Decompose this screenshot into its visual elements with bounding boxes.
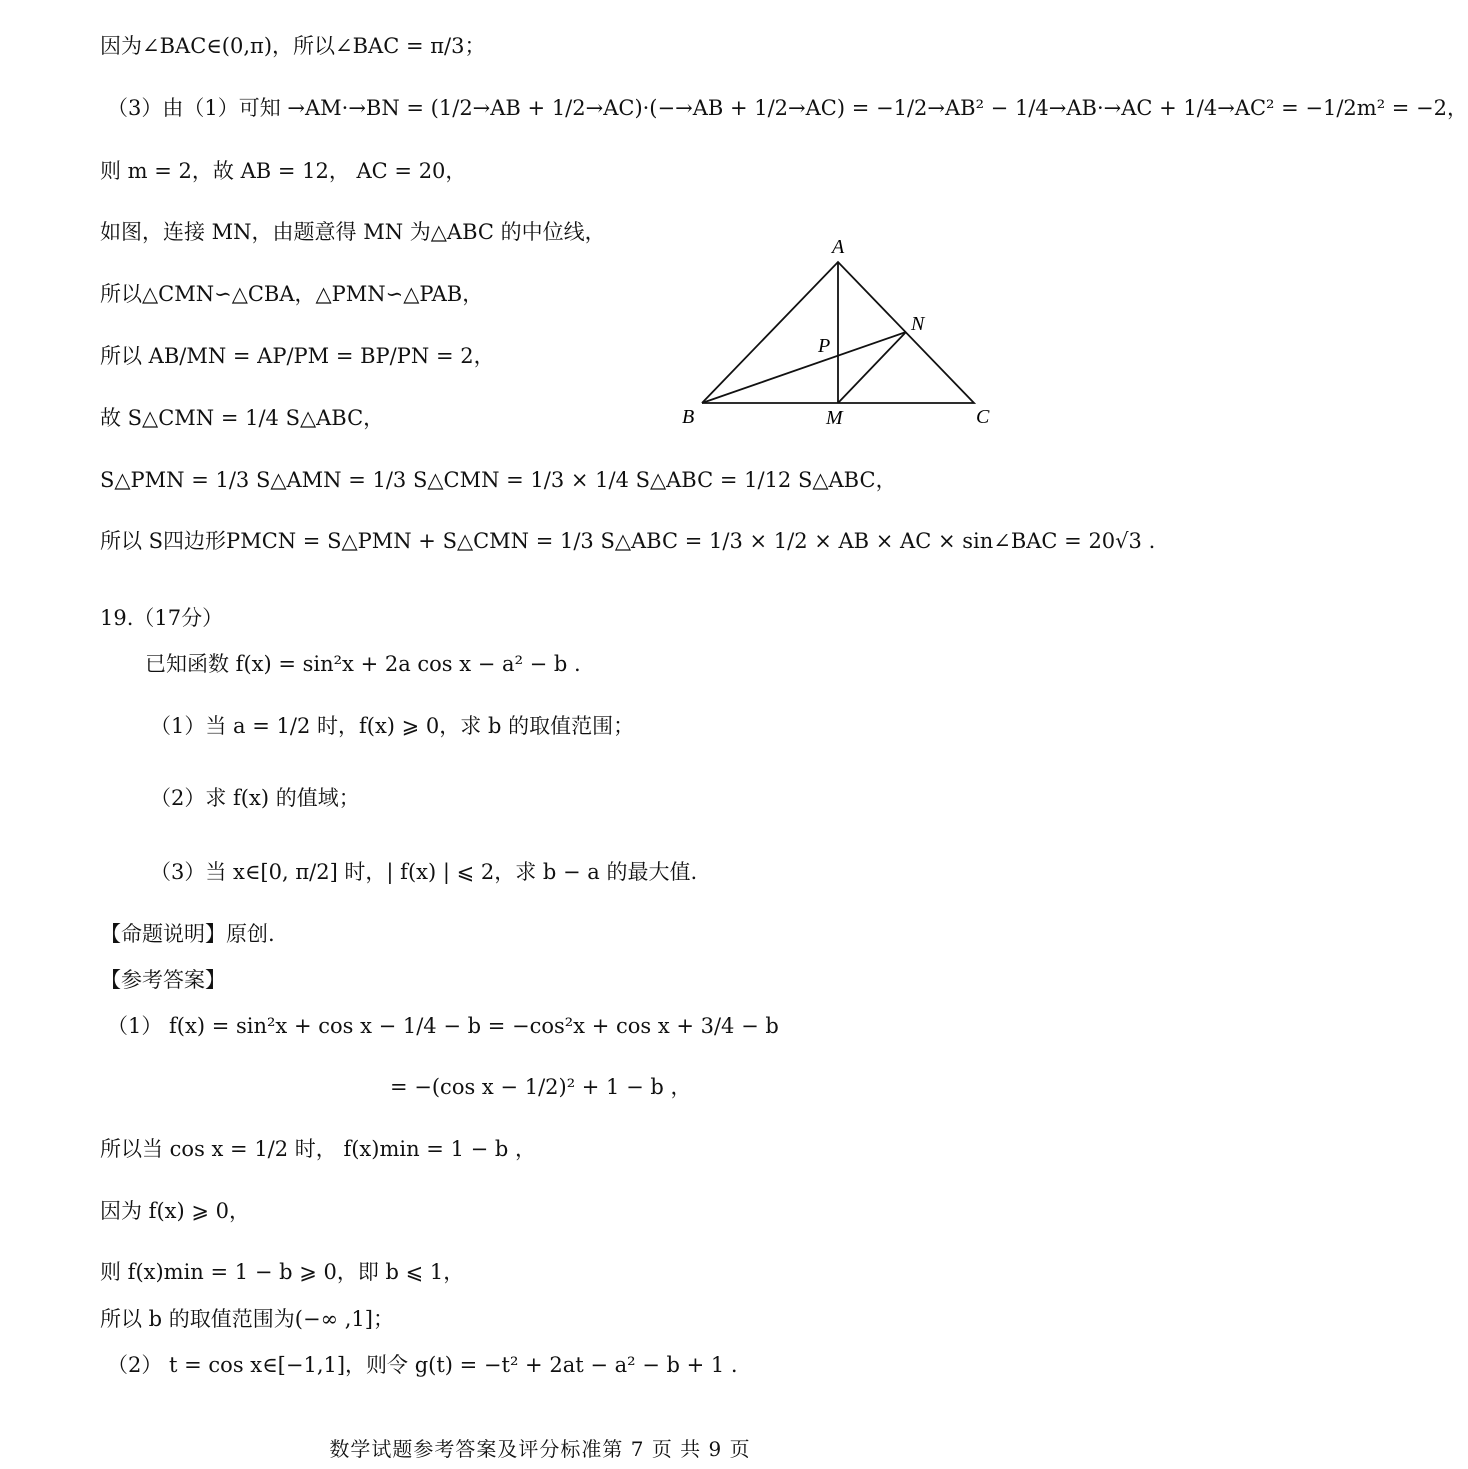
answer-line-4: 因为 f(x) ⩾ 0， bbox=[100, 1199, 250, 1223]
proposition-note: 【命题说明】原创. bbox=[100, 922, 275, 946]
text-line-4: 如图，连接 MN，由题意得 MN 为△ABC 的中位线， bbox=[100, 220, 606, 244]
answer-line-6: 所以 b 的取值范围为(−∞ ,1]； bbox=[100, 1307, 394, 1331]
reference-answer-heading: 【参考答案】 bbox=[100, 968, 226, 992]
text-line-1: 因为∠BAC∈(0,π)，所以∠BAC = π/3； bbox=[100, 34, 486, 58]
answer-line-7: （2） t = cos x∈[−1,1]，则令 g(t) = −t² + 2at − a² − b + 1 . bbox=[107, 1353, 738, 1377]
segment-bn bbox=[702, 332, 906, 403]
text-line-2: （3）由（1）可知 →AM·→BN = (1/2→AB + 1/2→AC)·(−→AB + 1/2→AC) = −1/2→AB² − 1/4→AB·→AC + 1/4→AC² = −1/2m² = −2， bbox=[107, 96, 1468, 120]
answer-line-3: 所以当 cos x = 1/2 时， f(x)min = 1 − b ， bbox=[100, 1137, 536, 1161]
page-footer: 数学试题参考答案及评分标准第 7 页 共 9 页 bbox=[329, 1437, 751, 1461]
subquestion-2: （2）求 f(x) 的值域； bbox=[150, 786, 360, 810]
problem-number: 19.（17分） bbox=[100, 606, 224, 630]
answer-line-2: = −(cos x − 1/2)² + 1 − b ， bbox=[390, 1075, 692, 1099]
label-m: M bbox=[826, 407, 843, 429]
label-p: P bbox=[818, 335, 831, 357]
answer-line-5: 则 f(x)min = 1 − b ⩾ 0，即 b ⩽ 1， bbox=[100, 1260, 465, 1284]
label-c: C bbox=[976, 406, 990, 428]
label-a: A bbox=[832, 236, 845, 258]
problem-statement: 已知函数 f(x) = sin²x + 2a cos x − a² − b . bbox=[145, 652, 581, 676]
text-line-8: S△PMN = 1/3 S△AMN = 1/3 S△CMN = 1/3 × 1/4 S△ABC = 1/12 S△ABC， bbox=[100, 468, 897, 492]
text-line-3: 则 m = 2，故 AB = 12， AC = 20， bbox=[100, 159, 467, 183]
subquestion-3: （3）当 x∈[0, π/2] 时，| f(x) | ⩽ 2，求 b − a 的最大值. bbox=[150, 860, 698, 884]
text-line-7: 故 S△CMN = 1/4 S△ABC， bbox=[100, 406, 385, 430]
subquestion-1: （1）当 a = 1/2 时，f(x) ⩾ 0，求 b 的取值范围； bbox=[150, 714, 635, 738]
triangle-figure bbox=[680, 235, 1000, 435]
answer-line-1: （1） f(x) = sin²x + cos x − 1/4 − b = −cos²x + cos x + 3/4 − b bbox=[107, 1014, 779, 1038]
segment-mn bbox=[838, 332, 906, 403]
text-line-5: 所以△CMN∽△CBA，△PMN∽△PAB， bbox=[100, 282, 484, 306]
label-n: N bbox=[911, 313, 925, 335]
text-line-6: 所以 AB/MN = AP/PM = BP/PN = 2， bbox=[100, 344, 495, 368]
text-line-9: 所以 S四边形PMCN = S△PMN + S△CMN = 1/3 S△ABC = 1/3 × 1/2 × AB × AC × sin∠BAC = 20√3 . bbox=[100, 529, 1156, 553]
label-b: B bbox=[682, 406, 695, 428]
